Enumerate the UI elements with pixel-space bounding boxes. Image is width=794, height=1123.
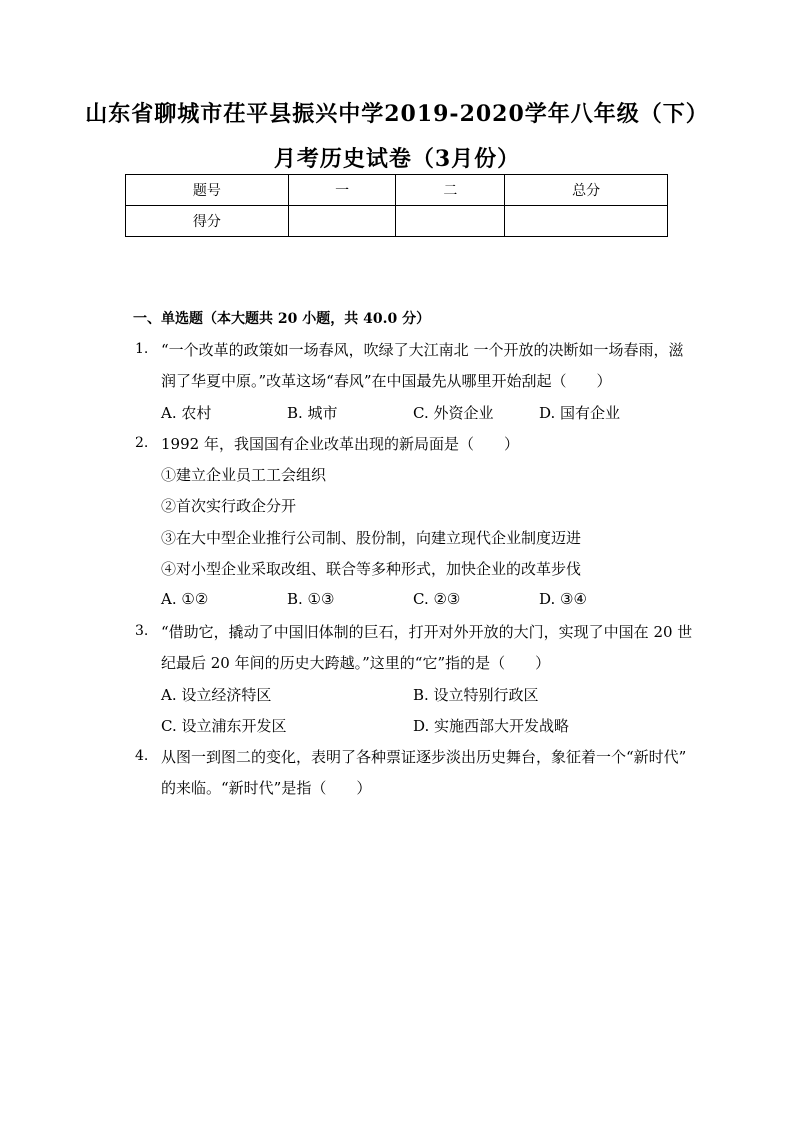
question-2-statement-3: ③在大中型企业推行公司制、股份制，向建立现代企业制度迈进 [161,529,582,547]
score-table-header-row [126,175,668,206]
question-3-number: 3. [135,623,149,639]
row-label-score: 得分 [126,206,289,237]
question-3-option-c: C. 设立浦东开发区 [161,717,287,735]
question-2-statement-2: ②首次实行政企分开 [161,497,297,515]
score-cell-part-1 [288,206,396,237]
question-2-option-d: D. ③④ [539,590,587,608]
exam-title-line-1: 山东省聊城市茌平县振兴中学2019-2020学年八年级（下） [85,101,709,127]
score-table [125,174,668,237]
question-2-line-1: 1992 年，我国国有企业改革出现的新局面是（ ） [161,435,519,453]
question-3-line-1: “借助它，撬动了中国旧体制的巨石，打开对外开放的大门，实现了中国在 20 世 [161,623,693,641]
question-2-statement-1: ①建立企业员工工会组织 [161,466,327,484]
header-part-2: 二 [396,175,505,206]
section-heading: 一、单选题（本大题共 20 小题，共 40.0 分） [133,311,431,327]
question-3-line-2: 纪最后 20 年间的历史大跨越。”这里的“它”指的是（ ） [161,654,551,672]
question-4-number: 4. [135,748,149,764]
question-1-option-b: B. 城市 [287,404,338,422]
question-1-option-c: C. 外资企业 [413,404,494,422]
question-1-number: 1. [135,341,149,357]
question-1-option-a: A. 农村 [161,404,212,422]
question-1-option-d: D. 国有企业 [539,404,621,422]
question-3-option-d: D. 实施西部大开发战略 [413,717,570,735]
header-part-1: 一 [288,175,396,206]
question-2-option-c: C. ②③ [413,590,461,608]
question-4-line-1: 从图一到图二的变化，表明了各种票证逐步淡出历史舞台，象征着一个“新时代” [161,748,687,766]
question-1-line-1: “一个改革的政策如一场春风，吹绿了大江南北 一个开放的决断如一场春雨，滋 [161,341,684,359]
score-cell-total [505,206,668,237]
score-cell-part-2 [396,206,505,237]
question-2-option-b: B. ①③ [287,590,335,608]
exam-title-line-2: 月考历史试卷（3月份） [273,146,521,172]
header-question-no: 题号 [126,175,289,206]
score-table-score-row [126,206,668,237]
question-3-option-b: B. 设立特别行政区 [413,686,539,704]
question-4-line-2: 的来临。“新时代”是指（ ） [161,779,372,797]
question-2-statement-4: ④对小型企业采取改组、联合等多种形式，加快企业的改革步伐 [161,560,582,578]
header-total: 总分 [505,175,668,206]
question-2-number: 2. [135,435,149,451]
question-2-option-a: A. ①② [161,590,209,608]
question-1-line-2: 润了华夏中原。”改革这场“春风”在中国最先从哪里开始刮起（ ） [161,372,612,390]
question-3-option-a: A. 设立经济特区 [161,686,272,704]
